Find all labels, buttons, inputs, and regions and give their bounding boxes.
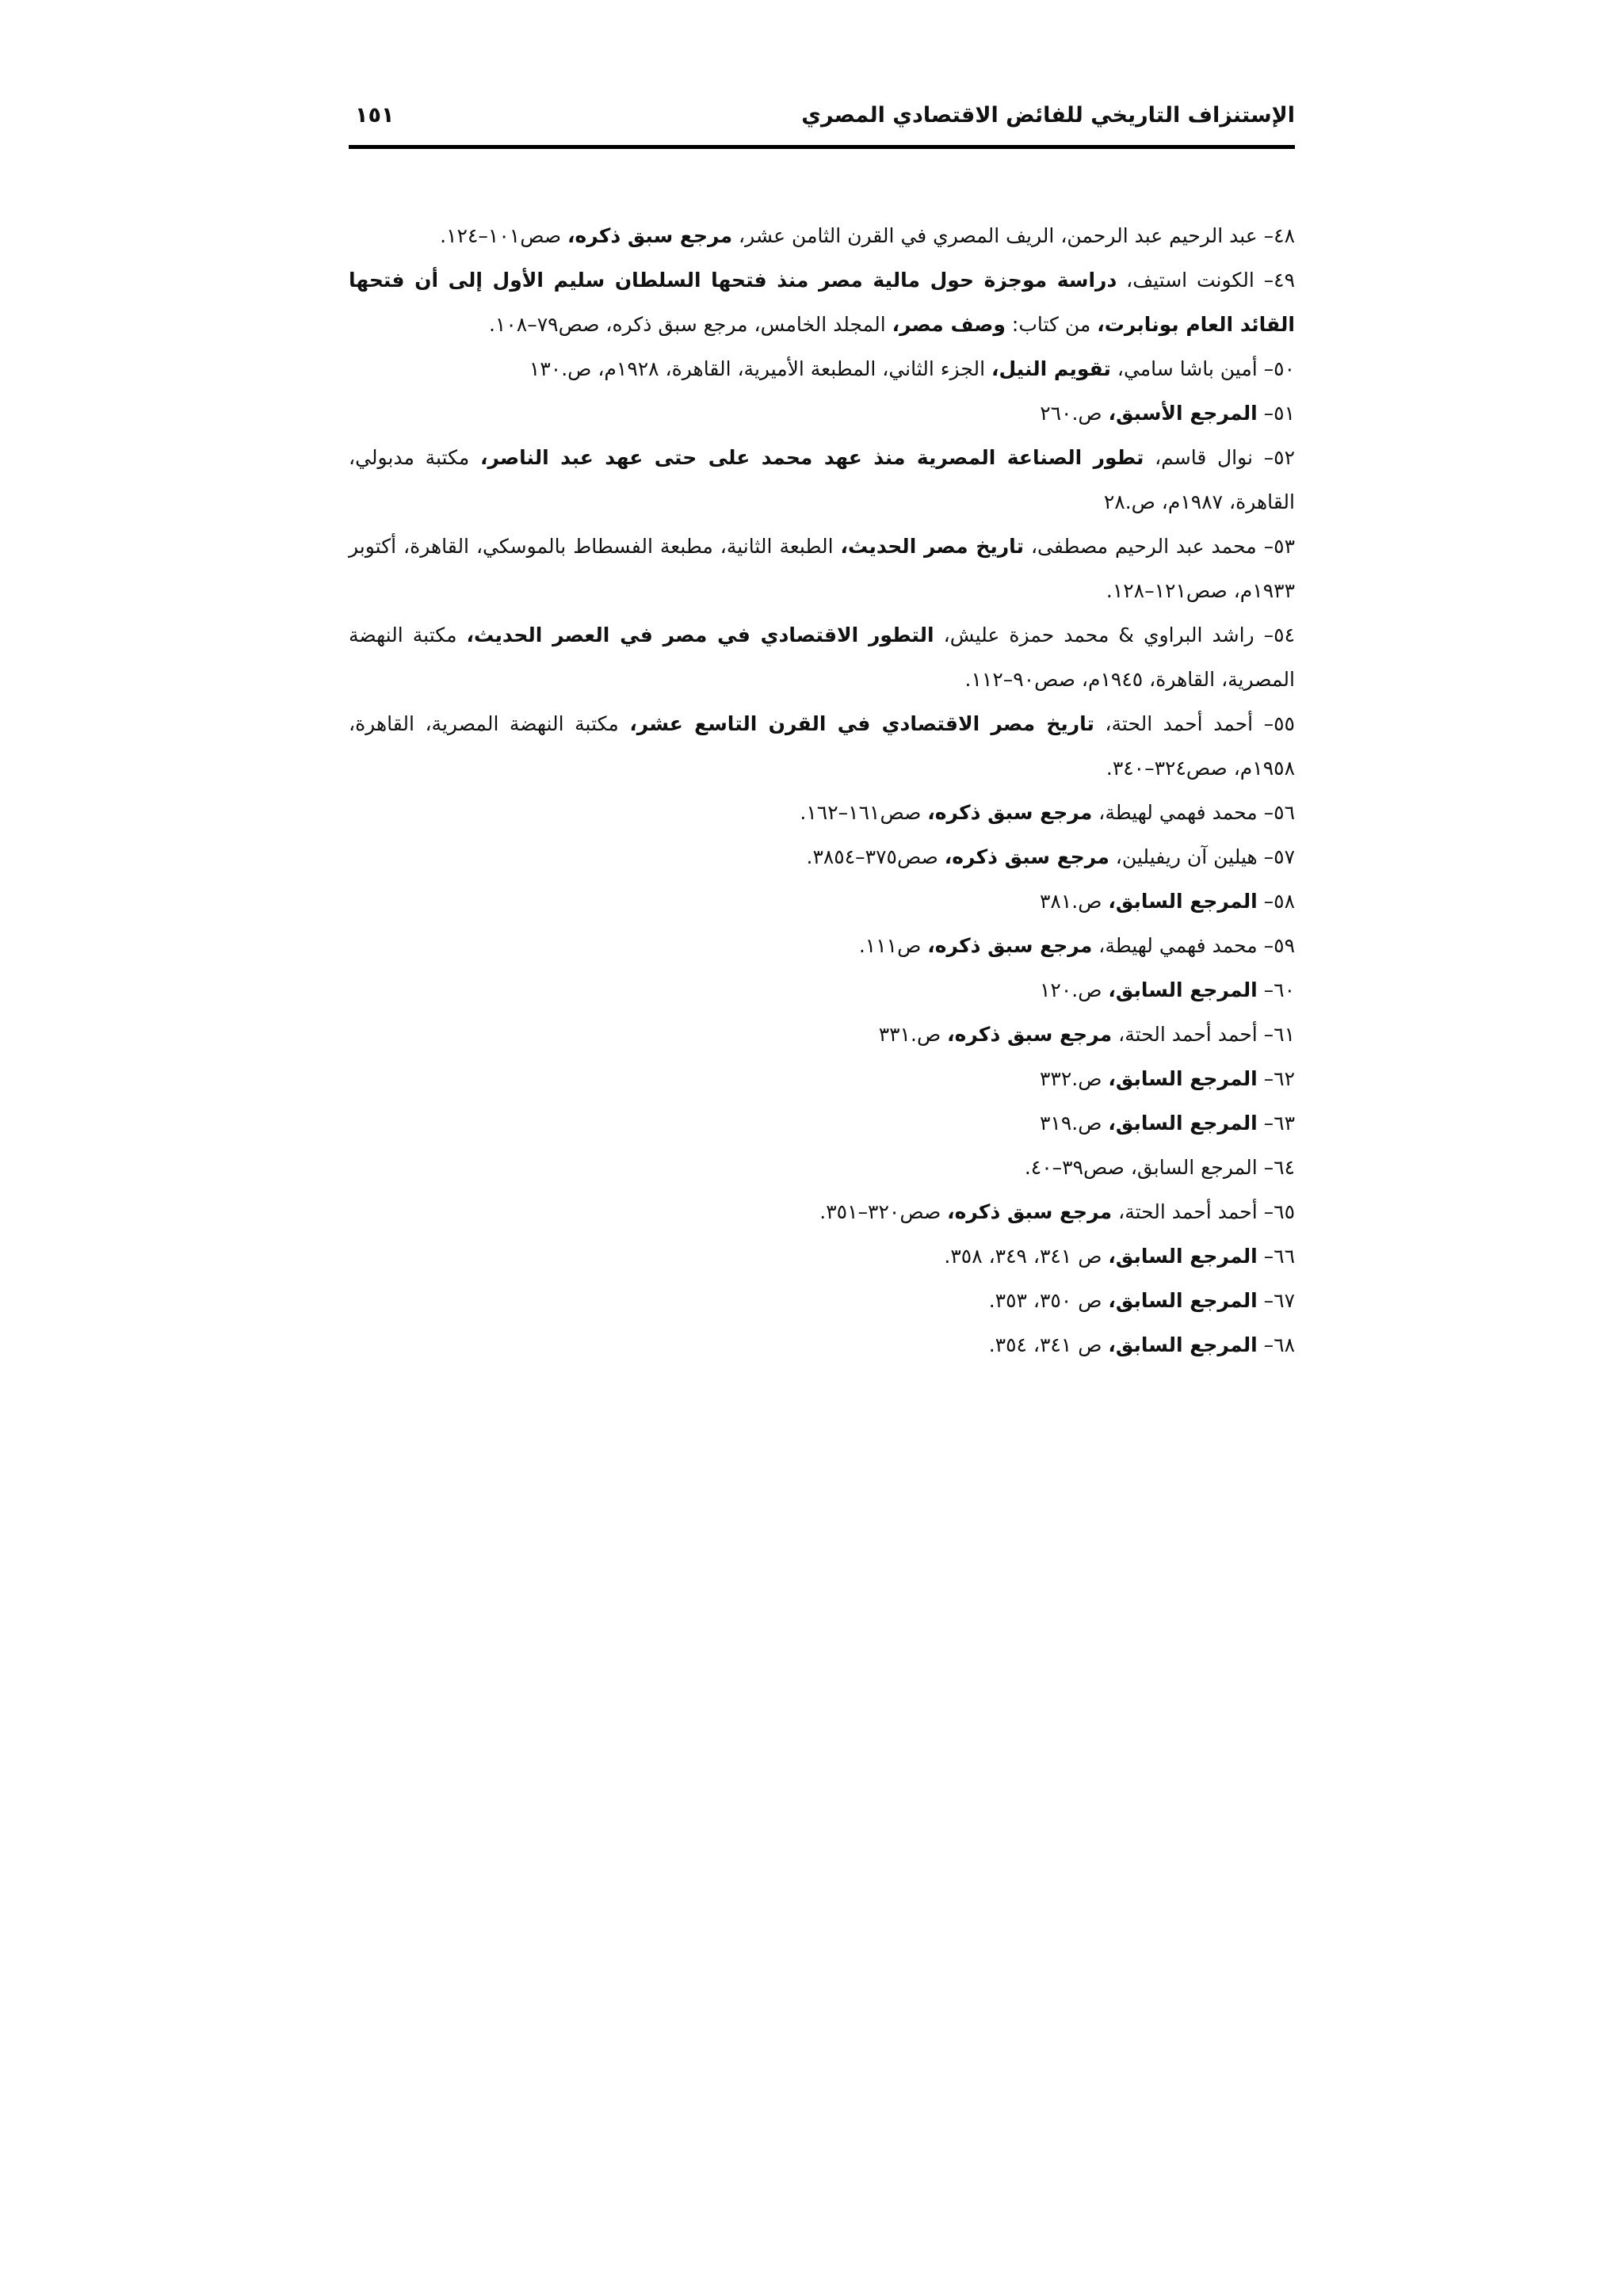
endnote-bold-title: دراسة موجزة حول مالية مصر منذ فتحها السلطان سليم الأول إلى أن فتحها القائد العام بونابرت، — [349, 269, 1295, 336]
endnote — [349, 791, 1295, 835]
endnote — [349, 214, 1295, 258]
endnote-text: ص.١٢٠ — [1039, 978, 1109, 1001]
endnote-text: مكتبة النهضة المصرية، القاهرة، ١٩٥٨م، صص٣٢٤–٣٤٠. — [349, 712, 1295, 780]
endnote-number: ٥٦– — [1263, 801, 1295, 824]
endnote-bold-title: المرجع السابق، — [1108, 1333, 1258, 1356]
endnote-bold-title: المرجع السابق، — [1108, 1289, 1258, 1312]
endnote-text — [1258, 978, 1264, 1001]
endnote — [349, 258, 1295, 347]
endnote-text: أحمد أحمد الحتة، — [1094, 712, 1264, 735]
endnotes-list — [349, 214, 1295, 1367]
endnote-number: ٥٧– — [1263, 845, 1295, 868]
endnote-text: المرجع السابق، صص٣٩–٤٠. — [1024, 1156, 1264, 1179]
endnote-bold-title: تاريخ مصر الاقتصادي في القرن التاسع عشر، — [629, 712, 1094, 735]
endnote-number: ٦٣– — [1263, 1112, 1295, 1135]
endnote-text: ص.٣٣٢ — [1039, 1067, 1109, 1090]
endnote-number: ٦٠– — [1263, 978, 1295, 1001]
endnote — [349, 1323, 1295, 1367]
running-title: الإستنزاف التاريخي للفائض الاقتصادي المصري — [801, 103, 1295, 128]
endnote-bold-title: التطور الاقتصادي في مصر في العصر الحديث، — [466, 624, 934, 646]
endnote-text: مكتبة النهضة المصرية، القاهرة، ١٩٤٥م، صص٩٠–١١٢. — [349, 624, 1295, 691]
endnote — [349, 1190, 1295, 1234]
endnote-text: ص١١١. — [858, 934, 928, 957]
endnote — [349, 1146, 1295, 1190]
endnote — [349, 391, 1295, 436]
endnote-text: الطبعة الثانية، مطبعة الفسطاط بالموسكي، القاهرة، أكتوبر ١٩٣٣م، صص١٢١–١٢٨. — [349, 535, 1295, 602]
endnote-bold-title: مرجع سبق ذكره، — [927, 801, 1093, 824]
endnote-text: ص.٣٨١ — [1039, 890, 1109, 913]
endnote-text — [1258, 402, 1264, 425]
endnote-text: راشد البراوي & محمد حمزة عليش، — [934, 624, 1264, 646]
endnote-number: ٥٩– — [1263, 934, 1295, 957]
endnote-text: هيلين آن ريفيلين، — [1109, 845, 1264, 868]
endnote-number: ٥٨– — [1263, 890, 1295, 913]
endnote-text — [1258, 1333, 1264, 1356]
endnote-bold-title: تاريخ مصر الحديث، — [840, 535, 1024, 558]
endnote-number: ٥٥– — [1263, 712, 1295, 735]
endnote-bold-title: المرجع السابق، — [1108, 890, 1258, 913]
endnote — [349, 968, 1295, 1013]
endnote — [349, 1057, 1295, 1101]
endnote-number: ٦٦– — [1263, 1245, 1295, 1268]
endnote-text: من كتاب: — [1005, 313, 1098, 336]
endnote-text — [1258, 1245, 1264, 1268]
endnote — [349, 347, 1295, 391]
endnote-bold-title: تطور الصناعة المصرية منذ عهد محمد على حتى عهد عبد الناصر، — [479, 446, 1144, 469]
endnote-number: ٦٧– — [1263, 1289, 1295, 1312]
endnote-text: المجلد الخامس، مرجع سبق ذكره، صص٧٩–١٠٨. — [488, 313, 892, 336]
endnote-bold-title: المرجع السابق، — [1108, 1067, 1258, 1090]
endnote — [349, 924, 1295, 968]
endnote-text: محمد عبد الرحيم مصطفى، — [1023, 535, 1264, 558]
endnote — [349, 1279, 1295, 1323]
endnote-text — [1258, 1289, 1264, 1312]
endnote-text: صص١٦١–١٦٢. — [800, 801, 928, 824]
endnote-number: ٦٥– — [1263, 1200, 1295, 1223]
endnote — [349, 613, 1295, 702]
endnote — [349, 1234, 1295, 1279]
endnote-text — [1258, 890, 1264, 913]
endnote-number: ٥١– — [1263, 402, 1295, 425]
endnote-text: صص٣٢٠–٣٥١. — [819, 1200, 948, 1223]
endnote — [349, 1013, 1295, 1057]
endnote — [349, 436, 1295, 524]
endnote — [349, 524, 1295, 613]
endnote-text: صص٣٧٥–٣٨٥٤. — [806, 845, 945, 868]
endnote-number: ٦٢– — [1263, 1067, 1295, 1090]
endnote-number: ٦٨– — [1263, 1333, 1295, 1356]
page-number: ١٥١ — [355, 103, 395, 128]
endnote-number: ٥٤– — [1263, 624, 1296, 646]
endnote-bold-title: مرجع سبق ذكره، — [927, 934, 1093, 957]
endnote-text: مكتبة مدبولي، القاهرة، ١٩٨٧م، ص.٢٨ — [349, 446, 1295, 513]
endnote-text: أمين باشا سامي، — [1110, 357, 1264, 380]
endnote — [349, 702, 1295, 791]
endnote-text: ص.٢٦٠ — [1040, 402, 1109, 425]
endnote-text: محمد فهمي لهيطة، — [1092, 934, 1264, 957]
endnote — [349, 835, 1295, 879]
endnote-bold-title: المرجع السابق، — [1108, 1112, 1258, 1135]
endnote-number: ٦٤– — [1263, 1156, 1295, 1179]
endnote-number: ٥٣– — [1263, 535, 1295, 558]
endnote-text: عبد الرحيم عبد الرحمن، الريف المصري في القرن الثامن عشر، — [732, 224, 1264, 247]
endnote-bold-title: وصف مصر، — [892, 313, 1006, 336]
endnote-bold-title: المرجع السابق، — [1108, 1245, 1258, 1268]
endnote-text: الكونت استيف، — [1117, 269, 1264, 292]
page-header — [349, 97, 1295, 149]
endnote-text — [1258, 1067, 1264, 1090]
endnote-text: محمد فهمي لهيطة، — [1092, 801, 1264, 824]
endnote-number: ٤٨– — [1263, 224, 1295, 247]
endnote-text: ص ٣٤١، ٣٤٩، ٣٥٨. — [944, 1245, 1109, 1268]
endnote-text: أحمد أحمد الحتة، — [1112, 1023, 1264, 1046]
endnote — [349, 879, 1295, 924]
endnote-text: نوال قاسم، — [1144, 446, 1264, 469]
endnote-bold-title: تقويم النيل، — [991, 357, 1111, 380]
endnote-number: ٥٠– — [1263, 357, 1295, 380]
endnote-text: ص ٣٤١، ٣٥٤. — [988, 1333, 1109, 1356]
endnote-text — [1258, 1112, 1264, 1135]
endnote-bold-title: المرجع السابق، — [1108, 978, 1258, 1001]
endnote-bold-title: المرجع الأسبق، — [1108, 402, 1258, 425]
endnote-text: الجزء الثاني، المطبعة الأميرية، القاهرة، ١٩٢٨م، ص.١٣٠ — [529, 357, 991, 380]
endnote-text: ص ٣٥٠، ٣٥٣. — [988, 1289, 1109, 1312]
endnote-number: ٦١– — [1263, 1023, 1295, 1046]
endnote-bold-title: مرجع سبق ذكره، — [944, 845, 1109, 868]
endnote-bold-title: مرجع سبق ذكره، — [947, 1200, 1113, 1223]
endnote-number: ٥٢– — [1263, 446, 1295, 469]
endnote-bold-title: مرجع سبق ذكره، — [567, 224, 733, 247]
endnote-number: ٤٩– — [1263, 269, 1296, 292]
endnote-text: ص.٣٣١ — [878, 1023, 948, 1046]
endnote-text: ص.٣١٩ — [1039, 1112, 1109, 1135]
endnote-bold-title: مرجع سبق ذكره، — [947, 1023, 1113, 1046]
endnote — [349, 1101, 1295, 1146]
endnote-text: أحمد أحمد الحتة، — [1112, 1200, 1264, 1223]
endnote-text: صص١٠١–١٢٤. — [440, 224, 568, 247]
